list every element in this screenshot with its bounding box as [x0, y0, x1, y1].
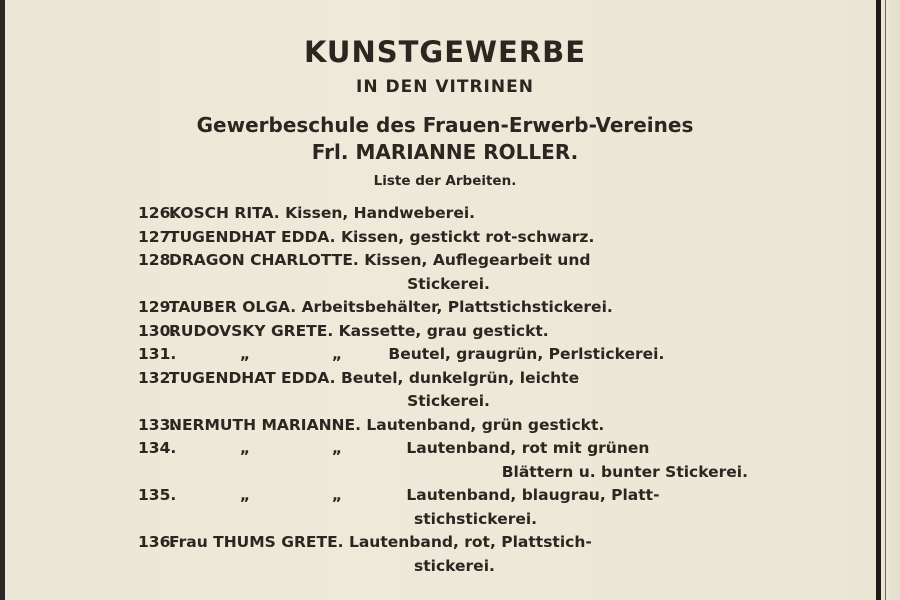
- entry-continuation: stichstickerei.: [414, 509, 538, 528]
- entry-name: KOSCH RITA.: [169, 204, 280, 222]
- page-subtitle: IN DEN VITRINEN: [356, 77, 534, 97]
- ditto-mark: „: [331, 345, 343, 363]
- entry-name: TUGENDHAT EDDA.: [169, 368, 336, 387]
- entry-description: Kissen, gestickt rot-schwarz.: [340, 227, 595, 246]
- entry-name: TUGENDHAT EDDA.: [169, 227, 336, 246]
- entry-number: 127.: [138, 227, 177, 246]
- entry-name: DRAGON CHARLOTTE.: [169, 251, 359, 269]
- ditto-mark: „: [331, 439, 343, 457]
- list-item: [130, 296, 760, 320]
- list-heading: Liste der Arbeiten.: [373, 173, 517, 189]
- right-frame-thin-rule: [885, 0, 886, 600]
- list-item: [130, 202, 760, 226]
- entry-number: 132.: [138, 368, 177, 387]
- works-list: [130, 202, 760, 578]
- entry-description: Kassette, grau gestickt.: [338, 321, 549, 340]
- ditto-mark: „: [239, 486, 251, 504]
- school-director: Frl. MARIANNE ROLLER.: [311, 140, 579, 164]
- entry-description: Lautenband, grün gestickt.: [366, 415, 605, 434]
- school-name: Gewerbeschule des Frauen-Erwerb-Vereines: [196, 113, 694, 137]
- left-edge-border: [0, 0, 5, 600]
- entry-description: Kissen, Auflegearbeit und: [364, 251, 591, 269]
- right-frame-rule: [876, 0, 881, 600]
- entry-number: 126.: [138, 204, 177, 222]
- entry-number: 130.: [138, 321, 177, 340]
- entry-number: 133.: [138, 415, 177, 434]
- entry-number: 134.: [138, 439, 177, 457]
- list-item: [130, 414, 760, 438]
- entry-number: 129.: [138, 298, 177, 316]
- page-title: KUNSTGEWERBE: [303, 35, 587, 69]
- entry-description: Lautenband, blaugrau, Platt-: [406, 486, 660, 504]
- right-margin-strip: [890, 0, 900, 600]
- ditto-mark: „: [331, 486, 343, 504]
- entry-number: 136.: [138, 533, 177, 551]
- list-item: [130, 437, 760, 484]
- entry-name: NERMUTH MARIANNE.: [169, 415, 361, 434]
- entry-description: Kissen, Handweberei.: [285, 204, 476, 222]
- entry-name: TAUBER OLGA.: [169, 298, 297, 316]
- content-column: [130, 30, 760, 578]
- entry-continuation: Stickerei.: [407, 274, 490, 293]
- list-item: [130, 367, 760, 414]
- ditto-mark: „: [239, 345, 251, 363]
- entry-description: Lautenband, rot mit grünen: [406, 439, 650, 457]
- list-item: [130, 484, 760, 531]
- list-item: [130, 226, 760, 250]
- entry-description: Arbeitsbehälter, Plattstichstickerei.: [301, 298, 613, 316]
- entry-description: Lautenband, rot, Plattstich-: [348, 533, 592, 551]
- entry-number: 128.: [138, 251, 177, 269]
- entry-number: 135.: [138, 486, 177, 504]
- list-item: [130, 320, 760, 344]
- list-item: [130, 531, 760, 578]
- entry-continuation: Blättern u. bunter Stickerei.: [501, 462, 748, 481]
- entry-continuation: Stickerei.: [407, 392, 490, 410]
- entry-description: Beutel, dunkelgrün, leichte: [340, 368, 580, 387]
- entry-continuation: stickerei.: [414, 556, 495, 575]
- entry-description: Beutel, graugrün, Perlstickerei.: [388, 345, 665, 363]
- entry-number: 131.: [138, 345, 177, 363]
- list-item: [130, 249, 760, 296]
- entry-name: RUDOVSKY GRETE.: [169, 321, 334, 340]
- entry-name: Frau THUMS GRETE.: [169, 533, 344, 551]
- list-item: [130, 343, 760, 367]
- ditto-mark: „: [239, 439, 251, 457]
